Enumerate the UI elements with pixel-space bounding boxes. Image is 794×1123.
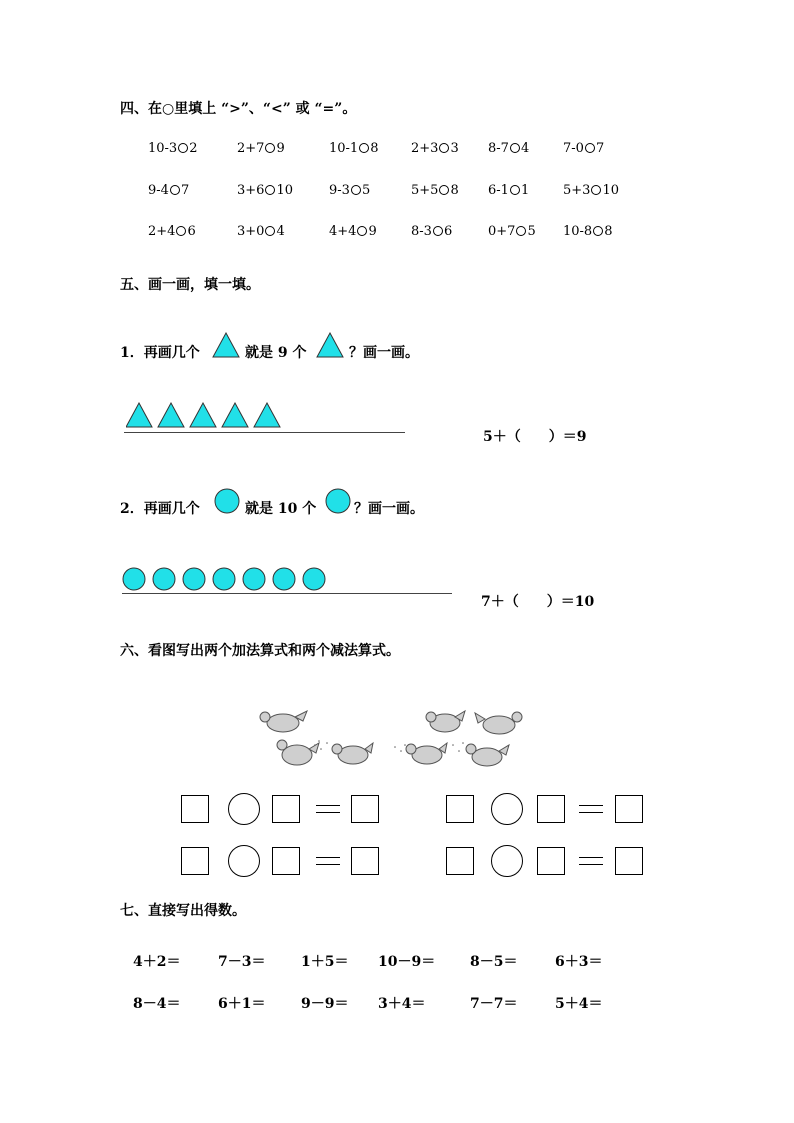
right-value: 10 — [602, 183, 619, 198]
comparison-item[interactable] — [237, 183, 293, 198]
answer-box[interactable] — [181, 847, 209, 875]
triangle-icon — [222, 403, 248, 427]
left-expression: 5+5 — [411, 183, 439, 198]
right-value: 5 — [361, 183, 371, 198]
drawing-line — [122, 593, 452, 594]
equals-sign — [316, 805, 340, 813]
right-value: 7 — [180, 183, 190, 198]
comparison-item[interactable] — [563, 141, 604, 156]
triangle-row — [126, 402, 296, 432]
right-value: 7 — [595, 141, 605, 156]
circle-icon — [273, 568, 295, 590]
operator-circle[interactable] — [491, 845, 523, 877]
answer-box[interactable] — [351, 847, 379, 875]
q2-equation: 7＋（ ）＝10 — [481, 594, 595, 610]
blank-circle[interactable] — [516, 226, 526, 236]
answer-box[interactable] — [537, 847, 565, 875]
triangle-icon — [212, 332, 240, 362]
arithmetic-item[interactable]: 6＋1＝ — [218, 996, 266, 1012]
triangle-icon — [190, 403, 216, 427]
comparison-item[interactable] — [148, 141, 198, 156]
left-expression: 2+7 — [237, 141, 265, 156]
equals-sign — [579, 857, 603, 865]
right-value: 5 — [527, 224, 536, 239]
q2-mid: 就是 10 个 — [245, 501, 317, 517]
right-value: 8 — [450, 183, 459, 198]
q1-prefix: 1．再画几个 — [120, 345, 200, 361]
right-value: 6 — [443, 224, 453, 239]
right-value: 3 — [450, 141, 459, 156]
answer-box[interactable] — [272, 795, 300, 823]
left-expression: 8-3 — [411, 224, 432, 239]
circle-icon — [325, 488, 351, 518]
equals-sign — [316, 857, 340, 865]
right-value: 4 — [520, 141, 530, 156]
blank-circle[interactable] — [591, 185, 601, 195]
answer-box[interactable] — [615, 847, 643, 875]
arithmetic-item[interactable]: 9－9＝ — [301, 996, 349, 1012]
q1-equation: 5＋（ ）＝9 — [483, 429, 587, 445]
right-value: 8 — [604, 224, 613, 239]
answer-box[interactable] — [537, 795, 565, 823]
q2-prefix: 2．再画几个 — [120, 501, 200, 517]
circle-icon — [214, 488, 240, 518]
arithmetic-item[interactable]: 1＋5＝ — [301, 954, 349, 970]
equals-sign — [579, 805, 603, 813]
arithmetic-item[interactable]: 7－3＝ — [218, 954, 266, 970]
blank-circle[interactable] — [265, 185, 275, 195]
left-expression: 10-3 — [148, 141, 178, 156]
comparison-item[interactable] — [411, 224, 452, 239]
right-value: 1 — [520, 183, 530, 198]
section-4-title: 四、在○里填上 “>”、“<” 或 “=”。 — [120, 101, 357, 117]
blank-circle[interactable] — [178, 143, 188, 153]
drawing-line — [124, 432, 405, 433]
left-expression: 10-1 — [329, 141, 359, 156]
blank-circle[interactable] — [439, 143, 449, 153]
section-7-title: 七、直接写出得数。 — [120, 903, 246, 919]
left-expression: 2+3 — [411, 141, 439, 156]
left-expression: 3+6 — [237, 183, 265, 198]
section-6-title: 六、看图写出两个加法算式和两个减法算式。 — [120, 643, 400, 659]
arithmetic-item[interactable]: 4＋2＝ — [133, 954, 181, 970]
comparison-item[interactable] — [411, 183, 459, 198]
blank-circle[interactable] — [439, 185, 449, 195]
left-expression: 9-4 — [148, 183, 169, 198]
answer-box[interactable] — [351, 795, 379, 823]
left-expression: 3+0 — [237, 224, 265, 239]
answer-box[interactable] — [272, 847, 300, 875]
left-expression: 10-8 — [563, 224, 593, 239]
triangle-icon — [126, 403, 152, 427]
left-expression: 4+4 — [329, 224, 357, 239]
blank-circle[interactable] — [176, 226, 186, 236]
blank-circle[interactable] — [265, 226, 275, 236]
left-expression: 7-0 — [563, 141, 584, 156]
blank-circle[interactable] — [170, 185, 180, 195]
blank-circle[interactable] — [510, 143, 520, 153]
q1-suffix: ？画一画。 — [349, 345, 419, 361]
comparison-item[interactable] — [329, 183, 370, 198]
arithmetic-item[interactable]: 8－4＝ — [133, 996, 181, 1012]
triangle-icon — [158, 403, 184, 427]
answer-box[interactable] — [181, 795, 209, 823]
comparison-item[interactable] — [148, 224, 196, 239]
comparison-item[interactable] — [488, 141, 529, 156]
blank-circle[interactable] — [593, 226, 603, 236]
blank-circle[interactable] — [585, 143, 595, 153]
left-expression: 0+7 — [488, 224, 516, 239]
left-expression: 5+3 — [563, 183, 591, 198]
comparison-item[interactable] — [329, 141, 379, 156]
section-5-title: 五、画一画，填一填。 — [120, 277, 260, 293]
right-value: 4 — [276, 224, 285, 239]
blank-circle[interactable] — [265, 143, 275, 153]
answer-box[interactable] — [446, 847, 474, 875]
circle-icon — [123, 568, 145, 590]
right-value: 9 — [276, 141, 285, 156]
blank-circle[interactable] — [433, 226, 443, 236]
right-value: 2 — [189, 141, 198, 156]
comparison-item[interactable] — [563, 224, 613, 239]
left-expression: 9-3 — [329, 183, 350, 198]
blank-circle[interactable] — [357, 226, 367, 236]
comparison-item[interactable] — [488, 224, 536, 239]
blank-circle[interactable] — [510, 185, 520, 195]
comparison-item[interactable] — [329, 224, 377, 239]
q1-mid: 就是 9 个 — [245, 345, 307, 361]
triangle-icon — [254, 403, 280, 427]
operator-circle[interactable] — [228, 793, 260, 825]
left-expression: 6-1 — [488, 183, 509, 198]
arithmetic-item[interactable]: 5＋4＝ — [555, 996, 603, 1012]
comparison-item[interactable] — [411, 141, 459, 156]
operator-circle[interactable] — [228, 845, 260, 877]
arithmetic-item[interactable]: 3＋4＝ — [378, 996, 426, 1012]
comparison-item[interactable] — [148, 183, 189, 198]
comparison-item[interactable] — [563, 183, 619, 198]
blank-circle[interactable] — [351, 185, 361, 195]
hens-pecking-grain-icon — [255, 705, 535, 779]
left-expression: 2+4 — [148, 224, 176, 239]
circle-icon — [243, 568, 265, 590]
answer-box[interactable] — [615, 795, 643, 823]
circle-icon — [183, 568, 205, 590]
triangle-icon — [316, 332, 344, 362]
arithmetic-item[interactable]: 10－9＝ — [378, 954, 436, 970]
operator-circle[interactable] — [491, 793, 523, 825]
arithmetic-item[interactable]: 8－5＝ — [470, 954, 518, 970]
arithmetic-item[interactable]: 6＋3＝ — [555, 954, 603, 970]
circle-icon — [153, 568, 175, 590]
arithmetic-item[interactable]: 7－7＝ — [470, 996, 518, 1012]
left-expression: 8-7 — [488, 141, 509, 156]
comparison-item[interactable] — [237, 224, 285, 239]
circle-icon — [213, 568, 235, 590]
right-value: 8 — [370, 141, 379, 156]
blank-circle[interactable] — [359, 143, 369, 153]
right-value: 9 — [368, 224, 377, 239]
q2-suffix: ？画一画。 — [354, 501, 424, 517]
answer-box[interactable] — [446, 795, 474, 823]
comparison-item[interactable] — [237, 141, 285, 156]
comparison-item[interactable] — [488, 183, 529, 198]
right-value: 10 — [276, 183, 293, 198]
right-value: 6 — [187, 224, 196, 239]
circle-icon — [303, 568, 325, 590]
